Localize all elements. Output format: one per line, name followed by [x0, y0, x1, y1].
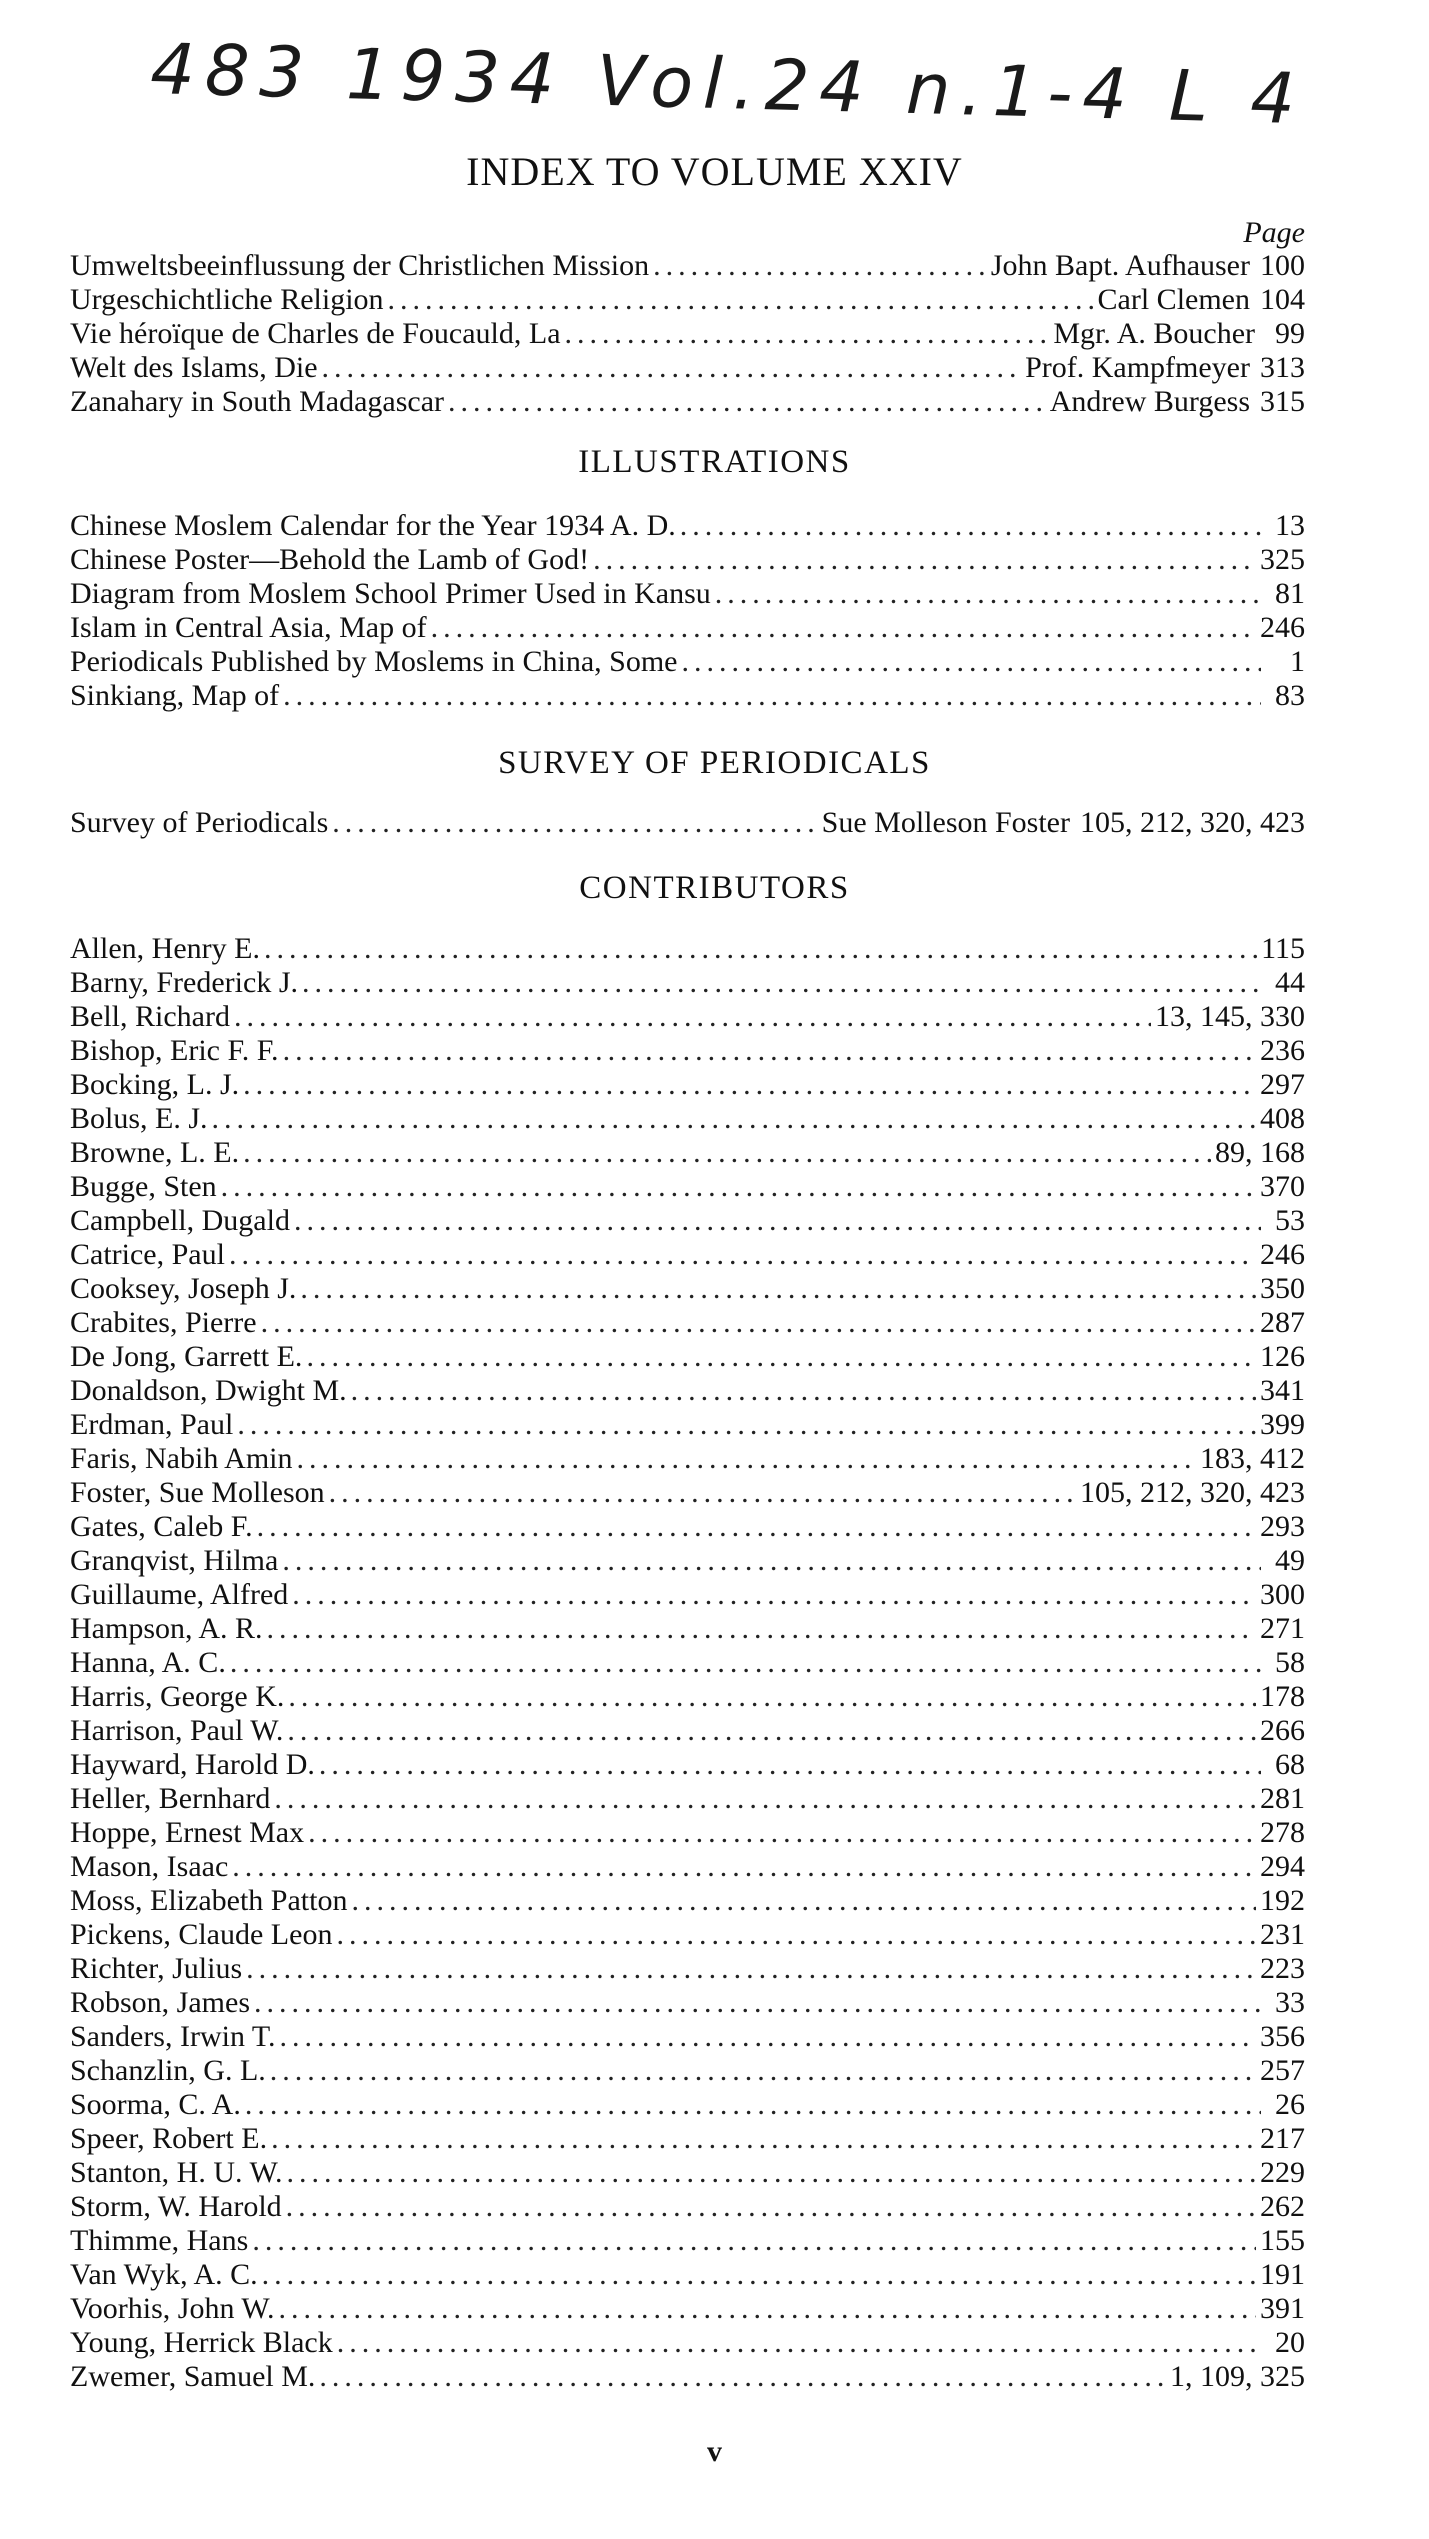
dot-leader — [319, 1748, 1261, 1782]
dot-leader — [264, 932, 1257, 966]
dot-leader — [565, 317, 1050, 351]
page-number: 89, 168 — [1215, 1136, 1305, 1169]
contributor-name: Cooksey, Joseph J. — [70, 1272, 297, 1305]
dot-leader — [257, 1510, 1256, 1544]
contributor-name: Moss, Elizabeth Patton — [70, 1884, 348, 1917]
contributor-entry — [70, 2156, 1305, 2190]
contributor-entry — [70, 2088, 1305, 2122]
dot-leader — [306, 1340, 1256, 1374]
page-number: 271 — [1260, 1612, 1305, 1645]
dot-leader — [254, 1986, 1261, 2020]
contributor-entry — [70, 2258, 1305, 2292]
page-number: 105, 212, 320, 423 — [1080, 1476, 1305, 1509]
contributor-entry — [70, 1884, 1305, 1918]
contributor-entry — [70, 2054, 1305, 2088]
contributor-entry — [70, 1918, 1305, 1952]
contributor-name: Bolus, E. J. — [70, 1102, 208, 1135]
contributor-name: Speer, Robert E. — [70, 2122, 268, 2155]
survey-author: Sue Molleson Foster — [821, 806, 1070, 839]
dot-leader — [274, 1782, 1256, 1816]
illustration-title: Periodicals Published by Moslems in China, Some — [70, 645, 678, 678]
dot-leader — [261, 1306, 1256, 1340]
article-author: Andrew Burgess — [1049, 385, 1250, 418]
dot-leader — [279, 2292, 1257, 2326]
contributor-entry — [70, 1816, 1305, 1850]
dot-leader — [243, 1136, 1211, 1170]
article-entry — [70, 317, 1305, 351]
contributor-name: Richter, Julius — [70, 1952, 243, 1985]
contributor-entry — [70, 2224, 1305, 2258]
dot-leader — [229, 1238, 1256, 1272]
dot-leader — [221, 1170, 1256, 1204]
page-number: 399 — [1260, 1408, 1305, 1441]
page-number: 191 — [1260, 2258, 1305, 2291]
page-number: 68 — [1275, 1748, 1305, 1781]
page-number: 246 — [1260, 611, 1305, 644]
contributor-entry — [70, 932, 1305, 966]
contributor-entry — [70, 1510, 1305, 1544]
page-number: 192 — [1260, 1884, 1305, 1917]
page-number: 13, 145, 330 — [1155, 1000, 1305, 1033]
survey-title: Survey of Periodicals — [70, 806, 329, 839]
contributor-entry — [70, 1612, 1305, 1646]
contributors-list — [70, 932, 1305, 2394]
illustration-title: Diagram from Moslem School Primer Used in Kansu — [70, 577, 711, 610]
survey-heading: SURVEY OF PERIODICALS — [498, 745, 931, 781]
page-number: 100 — [1260, 249, 1305, 282]
contributor-entry — [70, 1408, 1305, 1442]
dot-leader — [682, 645, 1262, 679]
contributor-entry — [70, 2326, 1305, 2360]
dot-leader — [653, 249, 987, 283]
illustration-entry — [70, 509, 1305, 543]
page-number: 236 — [1260, 1034, 1305, 1067]
page-number: 300 — [1260, 1578, 1305, 1611]
illustration-title: Chinese Poster—Behold the Lamb of God! — [70, 543, 590, 576]
dot-leader — [297, 1442, 1197, 1476]
page-number: 408 — [1260, 1102, 1305, 1135]
page-number: 217 — [1260, 2122, 1305, 2155]
page-column-label: Page — [1243, 216, 1305, 249]
contributor-name: Bishop, Eric F. F. — [70, 1034, 279, 1067]
contributor-entry — [70, 1272, 1305, 1306]
dot-leader — [262, 2258, 1256, 2292]
contributor-name: Erdman, Paul — [70, 1408, 234, 1441]
contributor-name: Bugge, Sten — [70, 1170, 217, 1203]
page-number: 126 — [1260, 1340, 1305, 1373]
survey-list — [70, 806, 1305, 840]
contributor-name: Hoppe, Ernest Max — [70, 1816, 305, 1849]
dot-leader — [351, 1884, 1256, 1918]
illustrations-list — [70, 509, 1305, 713]
dot-leader — [287, 2156, 1256, 2190]
page-number: 293 — [1260, 1510, 1305, 1543]
dot-leader — [302, 966, 1261, 1000]
contributor-name: Hayward, Harold D. — [70, 1748, 315, 1781]
page-number: 223 — [1260, 1952, 1305, 1985]
page-number: 341 — [1260, 1374, 1305, 1407]
page-number: 246 — [1260, 1238, 1305, 1271]
contributor-name: Thimme, Hans — [70, 2224, 249, 2257]
contributor-name: Guillaume, Alfred — [70, 1578, 289, 1611]
dot-leader — [245, 2088, 1261, 2122]
contributor-name: Voorhis, John W. — [70, 2292, 275, 2325]
article-entry — [70, 385, 1305, 419]
dot-leader — [448, 385, 1046, 419]
contributor-name: Young, Herrick Black — [70, 2326, 333, 2359]
page-number: 315 — [1260, 385, 1305, 418]
contributor-entry — [70, 1544, 1305, 1578]
dot-leader — [282, 1544, 1261, 1578]
page-number: 350 — [1260, 1272, 1305, 1305]
page-number: 229 — [1260, 2156, 1305, 2189]
contributor-name: Campbell, Dugald — [70, 1204, 290, 1237]
page-number: 49 — [1275, 1544, 1305, 1577]
dot-leader — [246, 1952, 1256, 1986]
contributor-entry — [70, 1782, 1305, 1816]
page-number: 53 — [1275, 1204, 1305, 1237]
dot-leader — [308, 1816, 1256, 1850]
page-number: 356 — [1260, 2020, 1305, 2053]
dot-leader — [283, 679, 1261, 713]
dot-leader — [252, 2224, 1256, 2258]
contributor-name: Zwemer, Samuel M. — [70, 2360, 316, 2393]
article-title: Urgeschichtliche Religion — [70, 283, 384, 316]
contributor-name: Hanna, A. C. — [70, 1646, 226, 1679]
page-number: 155 — [1260, 2224, 1305, 2257]
dot-leader — [337, 2326, 1261, 2360]
page-number: 183, 412 — [1200, 1442, 1305, 1475]
contributor-name: Heller, Bernhard — [70, 1782, 271, 1815]
page-number: 99 — [1275, 317, 1305, 350]
contributor-entry — [70, 1136, 1305, 1170]
page-number: 20 — [1275, 2326, 1305, 2359]
contributor-entry — [70, 2020, 1305, 2054]
contributor-entry — [70, 1680, 1305, 1714]
contributor-entry — [70, 1952, 1305, 1986]
contributor-entry — [70, 966, 1305, 1000]
article-entry — [70, 249, 1305, 283]
page-number: 231 — [1260, 1918, 1305, 1951]
survey-entry — [70, 806, 1305, 840]
contributor-entry — [70, 1306, 1305, 1340]
page-number: 81 — [1275, 577, 1305, 610]
contributor-name: Catrice, Paul — [70, 1238, 225, 1271]
contributor-name: Van Wyk, A. C. — [70, 2258, 258, 2291]
article-title: Welt des Islams, Die — [70, 351, 318, 384]
page-number: 294 — [1260, 1850, 1305, 1883]
dot-leader — [237, 1408, 1256, 1442]
dot-leader — [212, 1102, 1256, 1136]
contributor-name: Mason, Isaac — [70, 1850, 229, 1883]
contributor-entry — [70, 1578, 1305, 1612]
contributor-entry — [70, 1476, 1305, 1510]
article-entry — [70, 283, 1305, 317]
dot-leader — [270, 2054, 1256, 2088]
contributor-name: Sanders, Irwin T. — [70, 2020, 276, 2053]
page-number: 1 — [1290, 645, 1305, 678]
illustration-entry — [70, 543, 1305, 577]
dot-leader — [267, 1612, 1256, 1646]
contributor-name: Allen, Henry E. — [70, 932, 260, 965]
illustration-entry — [70, 645, 1305, 679]
page-number: 104 — [1260, 283, 1305, 316]
contributor-entry — [70, 1374, 1305, 1408]
dot-leader — [351, 1374, 1256, 1408]
contributor-name: Barny, Frederick J. — [70, 966, 298, 999]
page-folio: v — [707, 2435, 722, 2468]
page-number: 178 — [1260, 1680, 1305, 1713]
dot-leader — [294, 1204, 1261, 1238]
contributor-name: Foster, Sue Molleson — [70, 1476, 325, 1509]
contributor-name: Faris, Nabih Amin — [70, 1442, 293, 1475]
illustration-title: Sinkiang, Map of — [70, 679, 280, 712]
handwritten-catalog-note: 483 1934 Vol.24 n.1-4 L 4 — [149, 28, 1307, 141]
dot-leader — [332, 806, 817, 840]
page-number: 105, 212, 320, 423 — [1080, 806, 1305, 839]
dot-leader — [329, 1476, 1076, 1510]
page-number: 33 — [1275, 1986, 1305, 2019]
article-author: Mgr. A. Boucher — [1053, 317, 1255, 350]
contributor-entry — [70, 1170, 1305, 1204]
page-number: 281 — [1260, 1782, 1305, 1815]
illustration-entry — [70, 611, 1305, 645]
contributor-entry — [70, 1442, 1305, 1476]
page-number: 266 — [1260, 1714, 1305, 1747]
contributor-entry — [70, 1034, 1305, 1068]
contributor-entry — [70, 2122, 1305, 2156]
page-number: 313 — [1260, 351, 1305, 384]
page-number: 58 — [1275, 1646, 1305, 1679]
dot-leader — [232, 1850, 1256, 1884]
article-author: Carl Clemen — [1097, 283, 1250, 316]
article-list — [70, 249, 1305, 419]
contributor-name: Granqvist, Hilma — [70, 1544, 279, 1577]
article-author: John Bapt. Aufhauser — [990, 249, 1250, 282]
contributor-name: Soorma, C. A. — [70, 2088, 241, 2121]
dot-leader — [280, 2020, 1256, 2054]
dot-leader — [593, 543, 1256, 577]
dot-leader — [388, 283, 1094, 317]
contributor-entry — [70, 1238, 1305, 1272]
illustrations-heading: ILLUSTRATIONS — [578, 444, 851, 480]
contributor-entry — [70, 2292, 1305, 2326]
contributor-entry — [70, 1340, 1305, 1374]
dot-leader — [271, 2122, 1256, 2156]
contributor-name: Stanton, H. U. W. — [70, 2156, 283, 2189]
page-number: 370 — [1260, 1170, 1305, 1203]
page-number: 26 — [1275, 2088, 1305, 2121]
article-title: Zanahary in South Madagascar — [70, 385, 445, 418]
contributor-name: Storm, W. Harold — [70, 2190, 282, 2223]
dot-leader — [234, 1000, 1151, 1034]
contributor-name: Pickens, Claude Leon — [70, 1918, 333, 1951]
page-number: 278 — [1260, 1816, 1305, 1849]
dot-leader — [680, 509, 1261, 543]
page-number: 13 — [1275, 509, 1305, 542]
page-number: 262 — [1260, 2190, 1305, 2223]
page-number: 391 — [1260, 2292, 1305, 2325]
contributor-entry — [70, 1646, 1305, 1680]
illustration-title: Islam in Central Asia, Map of — [70, 611, 427, 644]
contributor-name: Robson, James — [70, 1986, 250, 2019]
dot-leader — [336, 1918, 1256, 1952]
dot-leader — [230, 1646, 1261, 1680]
page-title: INDEX TO VOLUME XXIV — [466, 149, 963, 194]
page-number: 325 — [1260, 543, 1305, 576]
page-number: 257 — [1260, 2054, 1305, 2087]
contributor-entry — [70, 1102, 1305, 1136]
page-number: 83 — [1275, 679, 1305, 712]
contributor-name: De Jong, Garrett E. — [70, 1340, 303, 1373]
illustration-entry — [70, 577, 1305, 611]
dot-leader — [286, 2190, 1256, 2224]
contributor-name: Donaldson, Dwight M. — [70, 1374, 347, 1407]
contributor-entry — [70, 1986, 1305, 2020]
contributor-entry — [70, 1850, 1305, 1884]
dot-leader — [431, 611, 1256, 645]
dot-leader — [715, 577, 1261, 611]
illustration-entry — [70, 679, 1305, 713]
contributor-name: Crabites, Pierre — [70, 1306, 257, 1339]
contributor-entry — [70, 1204, 1305, 1238]
dot-leader — [319, 2360, 1166, 2394]
page-number: 287 — [1260, 1306, 1305, 1339]
contributor-name: Gates, Caleb F. — [70, 1510, 253, 1543]
page-number: 1, 109, 325 — [1170, 2360, 1305, 2393]
article-title: Umweltsbeeinflussung der Christlichen Mission — [70, 249, 650, 282]
page-number: 44 — [1275, 966, 1305, 999]
contributor-name: Harris, George K. — [70, 1680, 285, 1713]
page-number: 115 — [1261, 932, 1305, 965]
contributors-heading: CONTRIBUTORS — [579, 870, 850, 906]
page-number: 297 — [1260, 1068, 1305, 1101]
contributor-entry — [70, 1068, 1305, 1102]
dot-leader — [287, 1714, 1256, 1748]
article-author: Prof. Kampfmeyer — [1025, 351, 1250, 384]
contributor-name: Schanzlin, G. L. — [70, 2054, 266, 2087]
dot-leader — [288, 1680, 1256, 1714]
contributor-entry — [70, 1000, 1305, 1034]
illustration-title: Chinese Moslem Calendar for the Year 1934 A. D. — [70, 509, 676, 542]
dot-leader — [300, 1272, 1256, 1306]
dot-leader — [243, 1068, 1256, 1102]
contributor-name: Bell, Richard — [70, 1000, 230, 1033]
contributor-entry — [70, 1714, 1305, 1748]
dot-leader — [292, 1578, 1256, 1612]
contributor-name: Hampson, A. R. — [70, 1612, 263, 1645]
contributor-name: Browne, L. E. — [70, 1136, 240, 1169]
contributor-name: Harrison, Paul W. — [70, 1714, 284, 1747]
article-entry — [70, 351, 1305, 385]
article-title: Vie héroïque de Charles de Foucauld, La — [70, 317, 561, 350]
contributor-entry — [70, 2360, 1305, 2394]
contributor-entry — [70, 1748, 1305, 1782]
dot-leader — [283, 1034, 1256, 1068]
contributor-name: Bocking, L. J. — [70, 1068, 240, 1101]
contributor-entry — [70, 2190, 1305, 2224]
dot-leader — [322, 351, 1022, 385]
